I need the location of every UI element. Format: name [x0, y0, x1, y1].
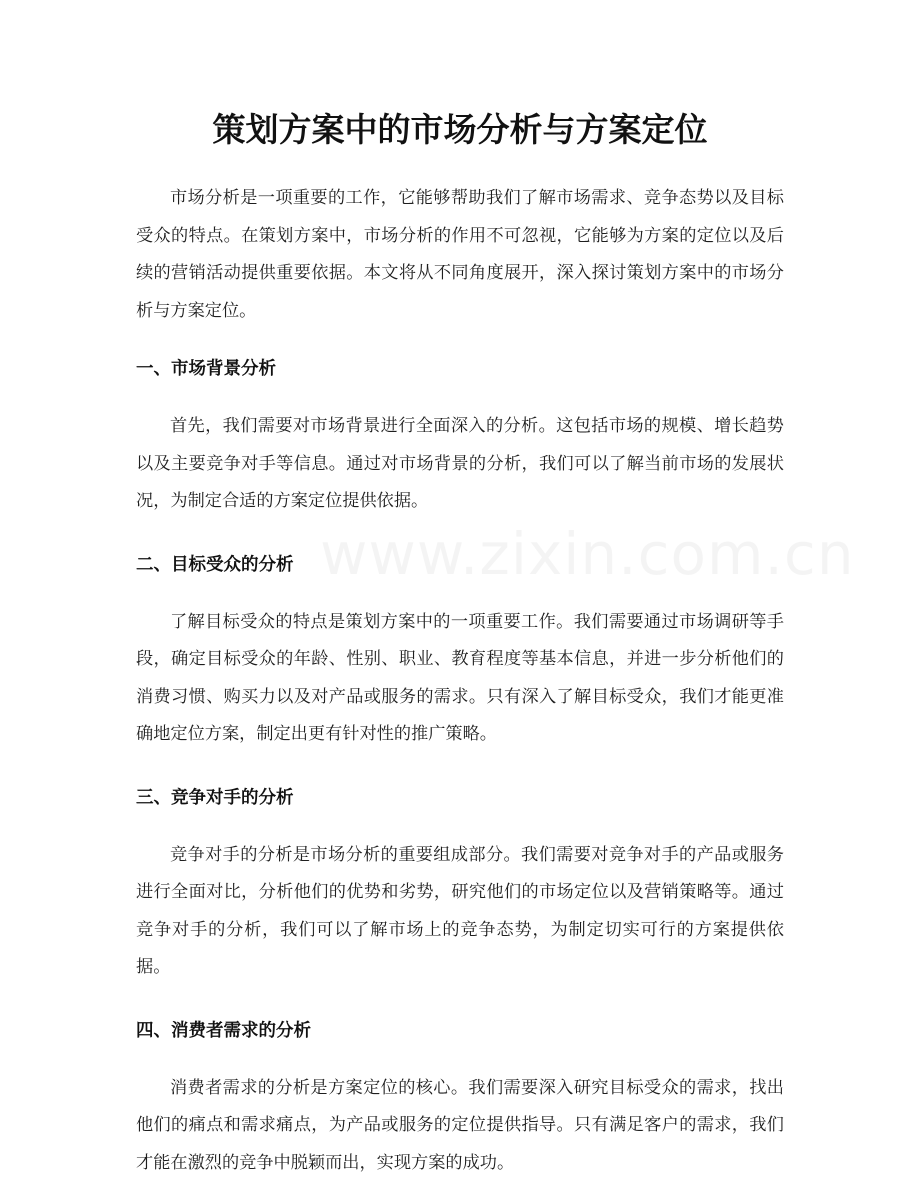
section-heading-target-audience: 二、目标受众的分析 — [136, 554, 294, 575]
document-title: 策划方案中的市场分析与方案定位 — [212, 110, 708, 149]
document-body — [136, 180, 784, 1182]
intro-paragraph: 市场分析是一项重要的工作，它能够帮助我们了解市场需求、竞争态势以及目标受众的特点。在策划方案中，市场分析的作用不可忽视，它能够为方案的定位以及后续的营销活动提供重要依据。本文将从不同角度展开，深入探讨策划方案中的市场分析与方案定位。 — [136, 188, 784, 321]
section-paragraph-competitors: 竞争对手的分析是市场分析的重要组成部分。我们需要对竞争对手的产品或服务进行全面对比，分析他们的优势和劣势，研究他们的市场定位以及营销策略等。通过竞争对手的分析，我们可以了解市场上的竞争态势，为制定切实可行的方案提供依据。 — [136, 844, 784, 977]
section-heading-consumer-needs: 四、消费者需求的分析 — [136, 1020, 311, 1041]
section-heading-competitors: 三、竞争对手的分析 — [136, 787, 294, 808]
section-paragraph-market-background: 首先，我们需要对市场背景进行全面深入的分析。这包括市场的规模、增长趋势以及主要竞争对手等信息。通过对市场背景的分析，我们可以了解当前市场的发展状况，为制定合适的方案定位提供依据。 — [136, 416, 784, 511]
section-paragraph-target-audience: 了解目标受众的特点是策划方案中的一项重要工作。我们需要通过市场调研等手段，确定目标受众的年龄、性别、职业、教育程度等基本信息，并进一步分析他们的消费习惯、购买力以及对产品或服务的需求。只有深入了解目标受众，我们才能更准确地定位方案，制定出更有针对性的推广策略。 — [136, 611, 784, 744]
section-paragraph-consumer-needs: 消费者需求的分析是方案定位的核心。我们需要深入研究目标受众的需求，找出他们的痛点和需求痛点，为产品或服务的定位提供指导。只有满足客户的需求，我们才能在激烈的竞争中脱颖而出，实现方案的成功。 — [136, 1077, 784, 1173]
section-heading-market-background: 一、市场背景分析 — [136, 359, 276, 379]
